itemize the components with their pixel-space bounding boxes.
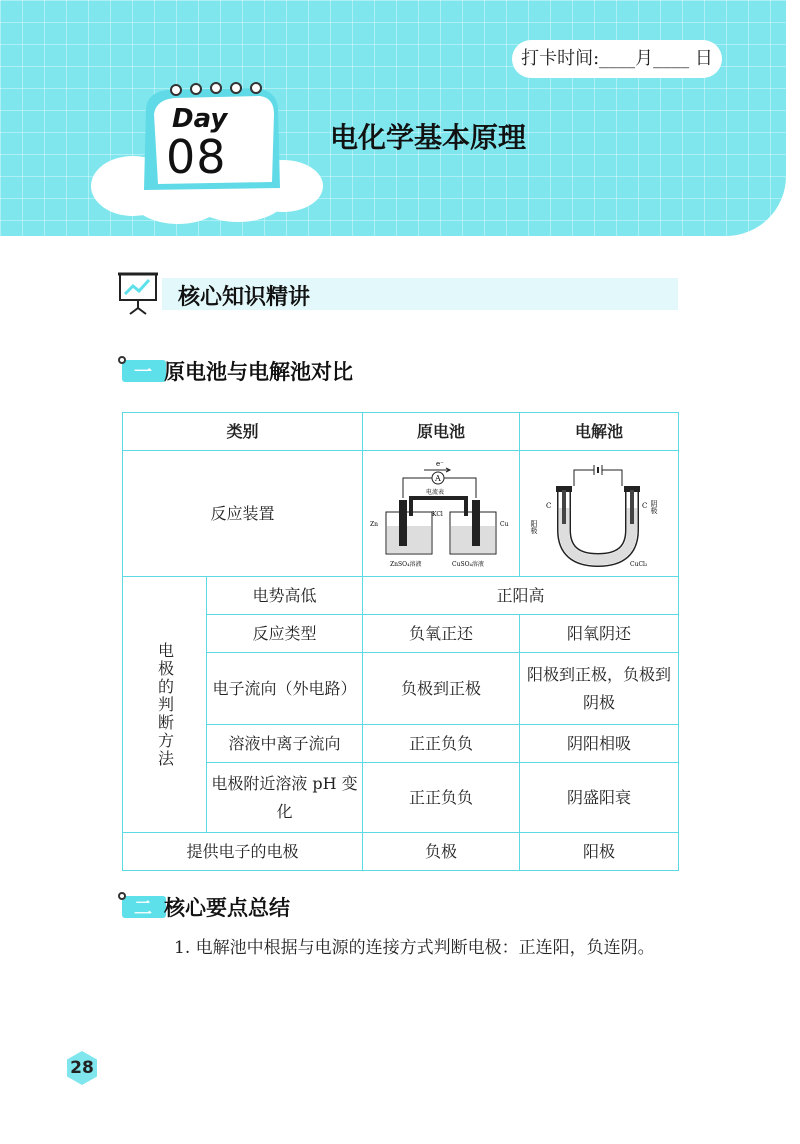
electrolytic-cell-cell: [520, 451, 679, 577]
galvanic-value: 正正负负: [363, 763, 520, 833]
header-galvanic: 原电池: [363, 413, 520, 451]
bridge-label: 电流表: [426, 488, 445, 496]
ammeter-label: A: [435, 473, 441, 483]
subsection-2-marker: [122, 896, 166, 918]
subsection-2-number: 二: [134, 898, 152, 919]
galvanic-value: 正正负负: [363, 725, 520, 763]
day-number: 08: [166, 130, 227, 184]
salt-bridge-label: KCl: [432, 510, 443, 518]
table-row: [123, 725, 679, 763]
table-row: [123, 763, 679, 833]
electrolytic-value: 阳极: [520, 833, 679, 871]
galvanic-value: 负氧正还: [363, 615, 520, 653]
electrolytic-value: 阴阳相吸: [520, 725, 679, 763]
page-number: 28: [70, 1058, 94, 1078]
presentation-board-icon: [118, 270, 158, 316]
electrolytic-cell-diagram: [524, 456, 674, 572]
znso4-label: ZnSO₄溶液: [390, 560, 422, 568]
table-row: [123, 653, 679, 725]
galvanic-cell-cell: [363, 451, 520, 577]
table-row: [123, 615, 679, 653]
electrolytic-value: 阴盛阳衰: [520, 763, 679, 833]
galvanic-value: 负极: [363, 833, 520, 871]
checkin-date: 打卡时间:____月____ 日: [512, 40, 722, 78]
device-label: 反应装置: [123, 451, 363, 577]
row-name: 反应类型: [207, 615, 363, 653]
page-title: 电化学基本原理: [330, 121, 527, 154]
cathode-label: 阴极: [650, 499, 659, 514]
group-label-cell: [123, 577, 207, 833]
table-row: [123, 833, 679, 871]
electrolytic-value: 阳极到正极，负极到阴极: [520, 653, 679, 725]
row-name: 电极附近溶液 pH 变化: [207, 763, 363, 833]
row-name: 提供电子的电极: [123, 833, 363, 871]
zn-label: Zn: [370, 520, 379, 528]
header-category: 类别: [123, 413, 363, 451]
table-header-row: [123, 413, 679, 451]
electrolytic-value: 阳氧阴还: [520, 615, 679, 653]
anode-label: 阳极: [530, 519, 539, 534]
row-merged-value: 正阳高: [363, 577, 679, 615]
cuso4-label: CuSO₄溶液: [452, 560, 484, 568]
body-paragraph: 1. 电解池中根据与电源的连接方式判断电极：正连阳，负连阴。: [174, 938, 655, 958]
right-c-label: C: [642, 501, 648, 510]
row-name: 电子流向（外电路）: [207, 653, 363, 725]
table-row-device: [123, 451, 679, 577]
cu-label: Cu: [500, 520, 509, 528]
table-row: [123, 577, 679, 615]
left-c-label: C: [546, 501, 552, 510]
subsection-1-title: 原电池与电解池对比: [164, 360, 353, 384]
row-name: 电势高低: [207, 577, 363, 615]
row-name: 溶液中离子流向: [207, 725, 363, 763]
galvanic-value: 负极到正极: [363, 653, 520, 725]
day-label: Day: [172, 104, 228, 134]
section-title: 核心知识精讲: [178, 285, 311, 310]
cucl2-label: CuCl₂: [630, 560, 648, 568]
subsection-1-number: 一: [134, 362, 152, 383]
subsection-1-marker: [122, 360, 166, 382]
subsection-2-title: 核心要点总结: [164, 896, 290, 920]
comparison-table: [122, 412, 679, 871]
galvanic-cell-diagram: [366, 456, 516, 572]
header-electrolytic: 电解池: [520, 413, 679, 451]
electron-label: e⁻: [436, 459, 444, 468]
group-label: 电极的判断方法: [155, 641, 175, 768]
page-number-badge: [64, 1050, 100, 1086]
